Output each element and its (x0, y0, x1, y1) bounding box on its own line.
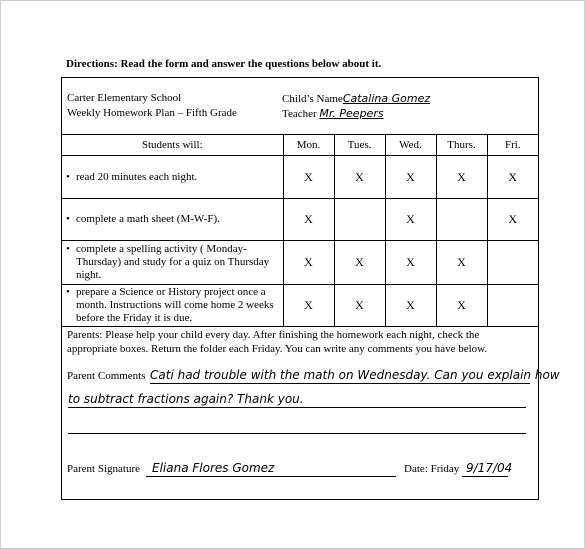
comment-rule-1 (150, 383, 530, 384)
mark-cell: X (385, 241, 436, 285)
parent-signature-value: Eliana Flores Gomez (152, 461, 275, 475)
parent-comments-label: Parent Comments (67, 370, 146, 382)
instructions-line-2: appropriate boxes. Return the folder each Friday. You can write any comments you have below. (67, 343, 488, 355)
col-header-wed: Wed. (385, 134, 436, 156)
table-row (62, 241, 538, 285)
plan-title: Weekly Homework Plan – Fifth Grade (67, 107, 237, 119)
mark-cell: X (436, 241, 487, 285)
comment-rule-2 (68, 407, 526, 408)
task-cell (62, 156, 283, 199)
col-header-tues: Tues. (334, 134, 385, 156)
date-rule (462, 476, 508, 477)
mark-cell: X (334, 241, 385, 285)
mark-cell (436, 199, 487, 241)
form-footer (62, 327, 560, 499)
form-header (62, 78, 538, 135)
instructions-line-1: Parents: Please help your child every day. After finishing the homework each night, check the (67, 329, 480, 341)
task-text: complete a spelling activity ( Monday-Thursday) and study for a quiz on Thursday night. (76, 243, 270, 281)
mark-cell: X (283, 285, 334, 327)
task-cell (62, 199, 283, 241)
table-header-row (62, 134, 538, 156)
mark-cell: X (385, 199, 436, 241)
mark-cell: X (283, 156, 334, 199)
col-header-mon: Mon. (283, 134, 334, 156)
mark-cell (334, 199, 385, 241)
task-cell (62, 285, 283, 327)
mark-cell: X (385, 285, 436, 327)
homework-form (61, 77, 560, 500)
child-name-label: Child’s Name (282, 93, 343, 105)
task-text: complete a math sheet (M-W-F). (76, 213, 220, 225)
task-text: read 20 minutes each night. (76, 170, 198, 183)
col-header-thurs: Thurs. (436, 134, 487, 156)
mark-cell: X (487, 199, 538, 241)
mark-cell: X (283, 199, 334, 241)
bullet: • (66, 243, 70, 255)
child-name-field (282, 92, 430, 105)
parent-comment-line-1: Cati had trouble with the math on Wednesday. Can you explain how (150, 368, 560, 382)
bullet: • (66, 213, 70, 225)
directions-text: Directions: Read the form and answer the questions below about it. (66, 58, 382, 70)
mark-cell: X (283, 241, 334, 285)
col-header-students: Students will: (62, 134, 283, 156)
mark-cell: X (436, 156, 487, 199)
mark-cell (487, 285, 538, 327)
teacher-label: Teacher (282, 108, 317, 120)
parent-comment-line-2: to subtract fractions again? Thank you. (68, 392, 304, 406)
mark-cell: X (436, 285, 487, 327)
child-name-value: Catalina Gomez (342, 92, 431, 105)
table-row (62, 156, 538, 199)
col-header-fri: Fri. (487, 134, 538, 156)
bullet: • (66, 170, 70, 183)
teacher-value: Mr. Peepers (319, 107, 384, 120)
mark-cell: X (334, 156, 385, 199)
homework-table (62, 134, 538, 327)
bullet: • (66, 286, 70, 298)
mark-cell: X (334, 285, 385, 327)
comment-rule-3 (68, 433, 526, 434)
teacher-field (282, 107, 384, 120)
task-cell (62, 241, 283, 285)
date-label: Date: Friday (404, 463, 460, 475)
table-row (62, 199, 538, 241)
mark-cell (487, 241, 538, 285)
school-name: Carter Elementary School (67, 92, 182, 104)
table-row (62, 285, 538, 327)
date-value: 9/17/04 (466, 461, 513, 475)
parent-signature-label: Parent Signature (67, 463, 141, 475)
signature-rule (146, 476, 396, 477)
mark-cell: X (487, 156, 538, 199)
task-text: prepare a Science or History project once a month. Instructions will come home 2 weeks before the Friday it is due. (76, 286, 274, 324)
mark-cell: X (385, 156, 436, 199)
